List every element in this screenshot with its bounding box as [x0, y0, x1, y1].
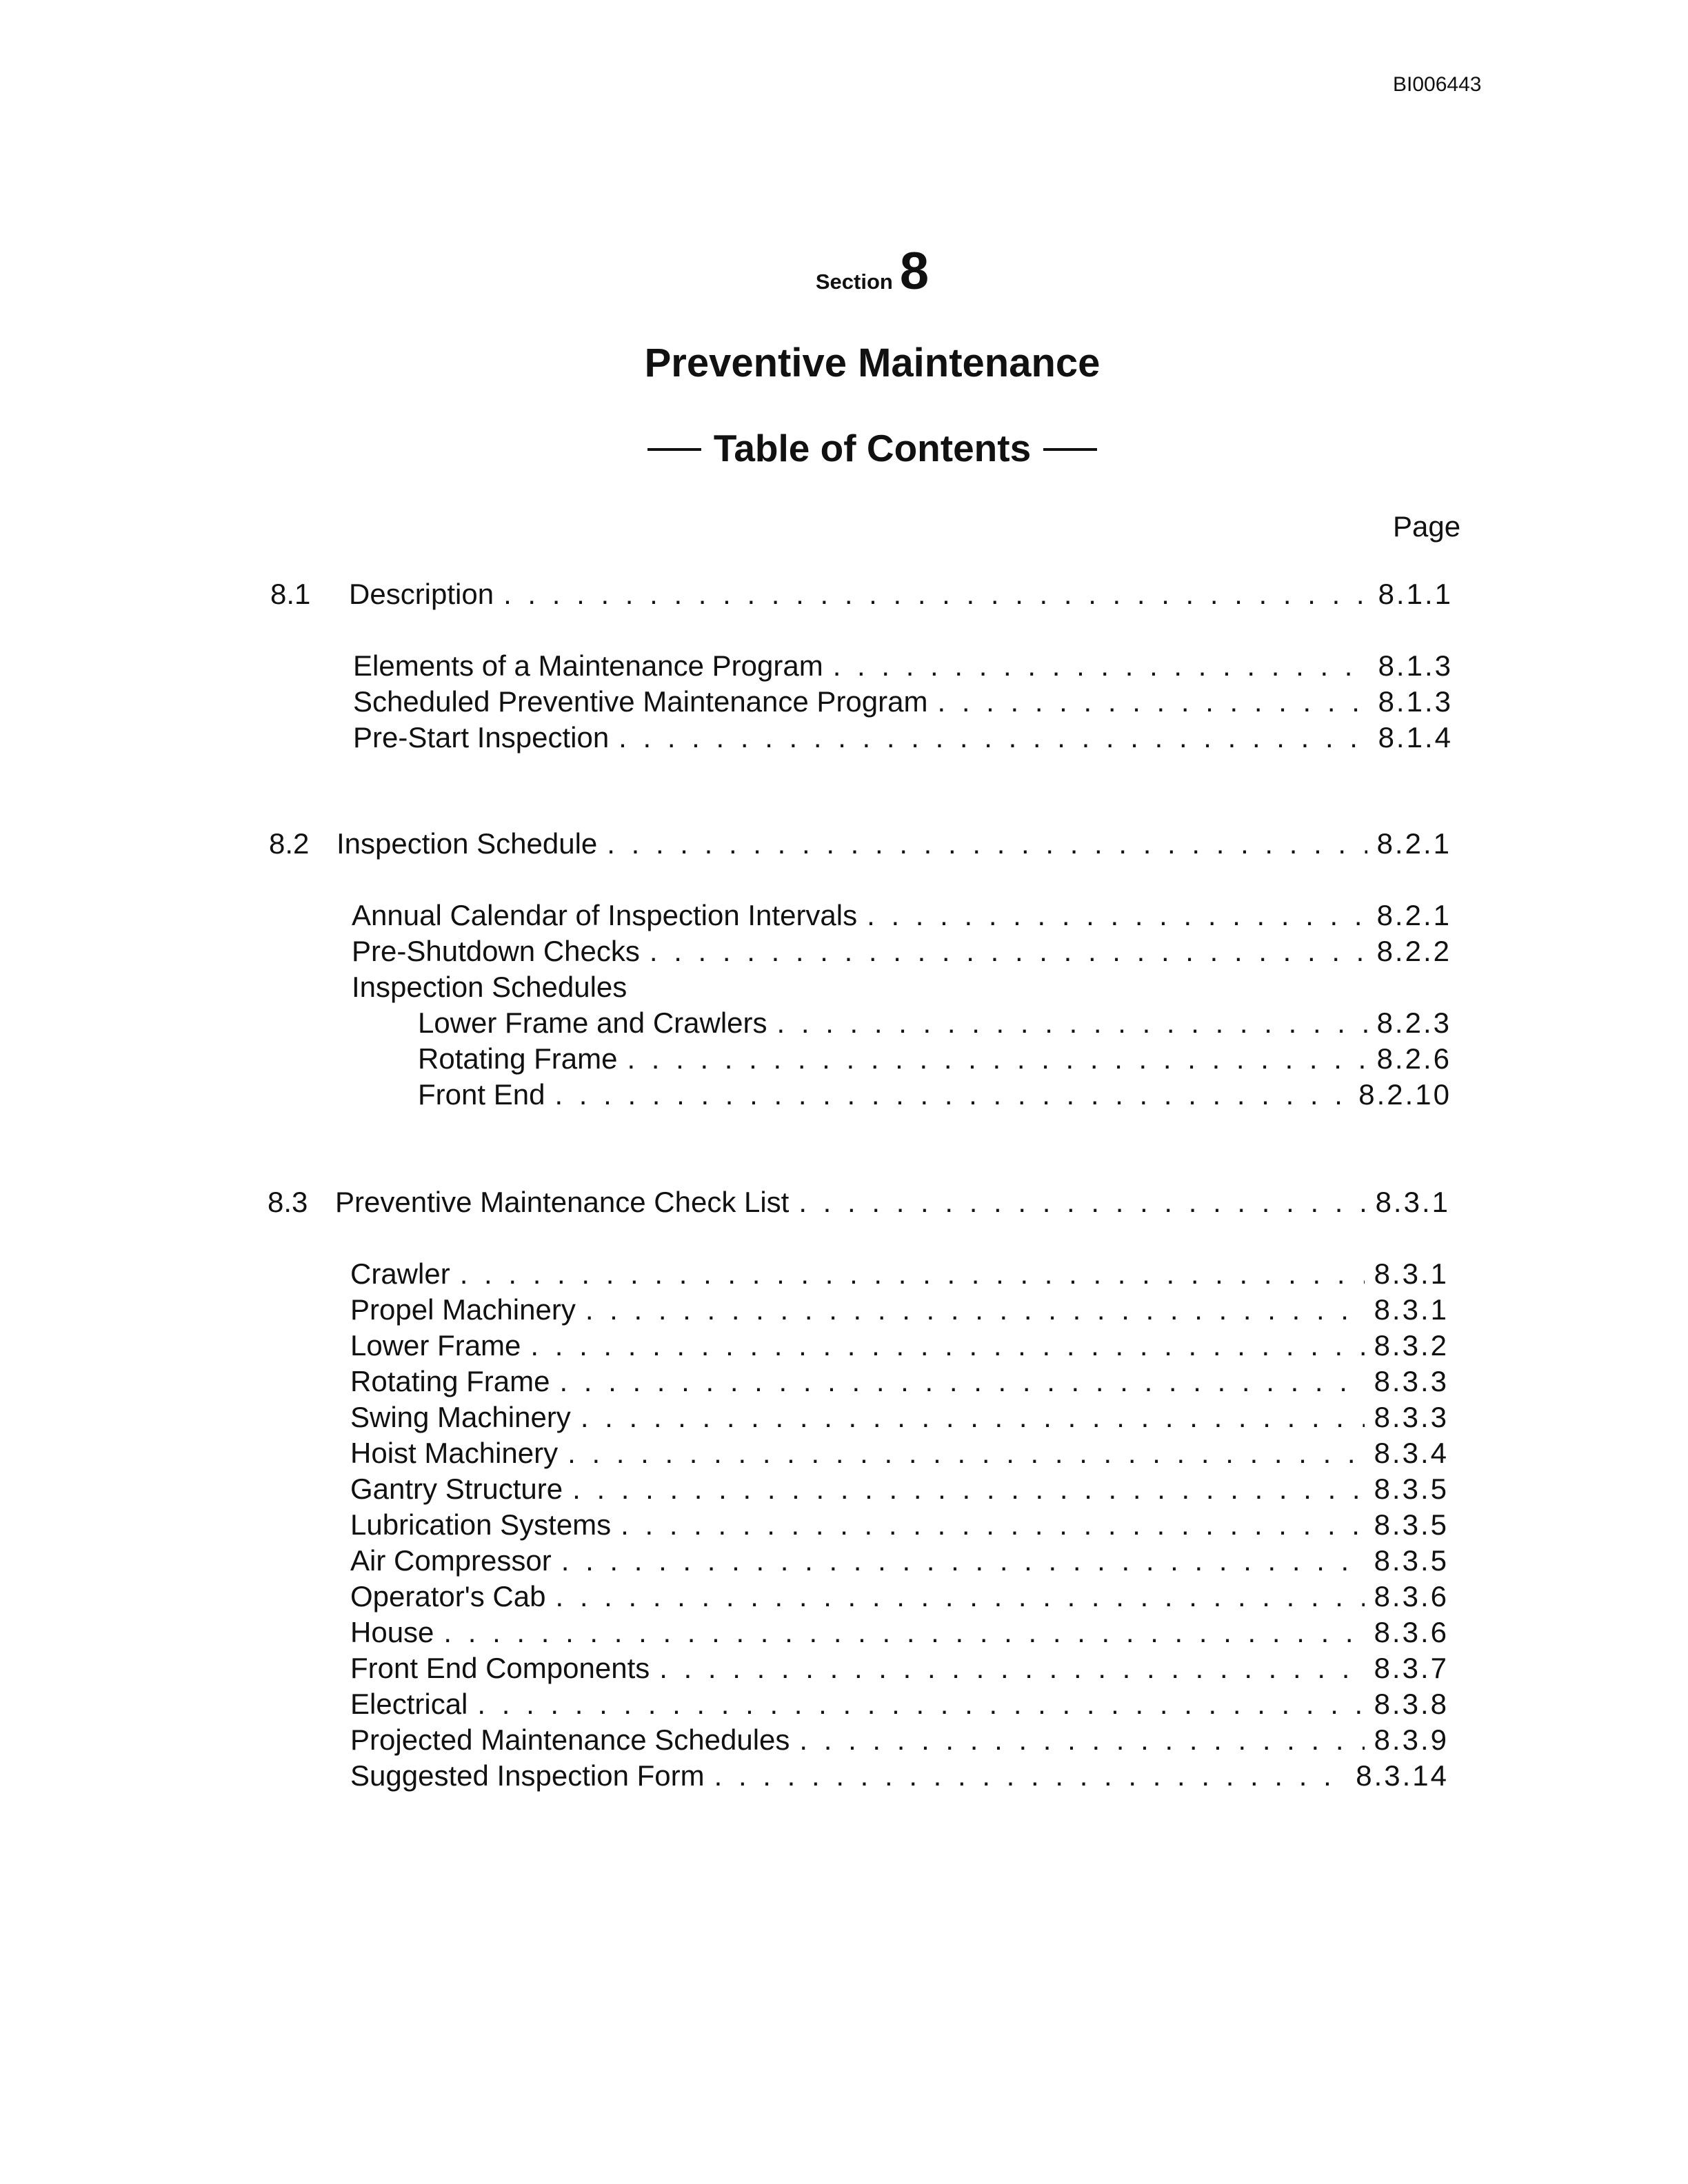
toc-page-number: 8.3.4	[1374, 1437, 1449, 1469]
toc-entry-title: Crawler	[350, 1257, 450, 1290]
toc-entry-title: Pre-Start Inspection	[353, 721, 610, 754]
toc-entry[interactable]	[353, 685, 1453, 721]
dot-leader	[937, 685, 1368, 718]
toc-page-number: 8.1.4	[1378, 721, 1453, 754]
toc-subentry[interactable]	[418, 1007, 1451, 1042]
dot-leader	[799, 1723, 1364, 1757]
toc-entry-title: Operator's Cab	[350, 1580, 546, 1612]
toc-page-number: 8.3.1	[1374, 1293, 1449, 1326]
toc-entry[interactable]	[350, 1508, 1449, 1544]
toc-page-number: 8.2.1	[1376, 899, 1451, 931]
toc-page-number: 8.3.6	[1374, 1616, 1449, 1648]
dot-leader	[607, 827, 1367, 860]
toc-page-number: 8.3.5	[1374, 1473, 1449, 1505]
toc-group-heading[interactable]	[352, 971, 1451, 1007]
page-column-header: Page	[1393, 510, 1461, 543]
section-label	[0, 241, 1688, 301]
dot-leader	[777, 1007, 1367, 1040]
toc-entry[interactable]	[352, 899, 1451, 935]
dot-leader	[567, 1437, 1364, 1470]
toc-entry[interactable]	[350, 1293, 1449, 1329]
toc-page-number: 8.3.1	[1375, 1186, 1450, 1218]
toc-entry-title: Lubrication Systems	[350, 1508, 612, 1541]
toc-page-number: 8.3.2	[1374, 1329, 1449, 1362]
toc-section-number: 8.2	[269, 827, 310, 860]
toc-page-number: 8.3.5	[1374, 1544, 1449, 1577]
toc-page-number: 8.3.8	[1374, 1688, 1449, 1720]
dot-leader	[650, 935, 1367, 968]
toc-entry[interactable]	[350, 1257, 1449, 1293]
toc-entry-title: Rotating Frame	[350, 1365, 550, 1397]
toc-entry-title: Inspection Schedules	[352, 971, 627, 1003]
toc-entry[interactable]	[350, 1759, 1449, 1795]
toc-entry[interactable]	[350, 1688, 1449, 1723]
toc-section-title: Description	[349, 578, 494, 610]
dot-leader	[798, 1186, 1365, 1219]
left-dash	[647, 448, 701, 451]
toc-entry-title: Scheduled Preventive Maintenance Program	[353, 685, 928, 718]
toc-entry[interactable]	[350, 1365, 1449, 1401]
toc-entry-title: Hoist Machinery	[350, 1437, 559, 1469]
dot-leader	[585, 1293, 1365, 1326]
toc-entry-title: Rotating Frame	[418, 1042, 618, 1075]
toc-entry-title: Lower Frame and Crawlers	[418, 1007, 767, 1039]
toc-subentry[interactable]	[418, 1042, 1451, 1078]
toc-page-number: 8.1.1	[1378, 578, 1453, 610]
section-word: Section	[815, 270, 893, 294]
dot-leader	[627, 1042, 1367, 1075]
toc-entry-title: Elements of a Maintenance Program	[353, 649, 823, 682]
toc-section-number: 8.1	[270, 578, 311, 610]
dot-leader	[443, 1616, 1364, 1649]
dot-leader	[561, 1544, 1365, 1577]
toc-entry-title: Annual Calendar of Inspection Intervals	[352, 899, 858, 931]
dot-leader	[503, 578, 1368, 611]
toc-subentry[interactable]	[418, 1078, 1451, 1114]
toc-page-number: 8.3.6	[1374, 1580, 1449, 1612]
dot-leader	[833, 649, 1369, 682]
dot-leader	[477, 1688, 1364, 1721]
toc-entry[interactable]	[350, 1329, 1449, 1365]
toc-page-number: 8.1.3	[1378, 685, 1453, 718]
dot-leader	[572, 1473, 1364, 1506]
toc-entry[interactable]	[352, 935, 1451, 971]
toc-page-number: 8.1.3	[1378, 649, 1453, 682]
toc-section-8-3[interactable]	[268, 1186, 1450, 1222]
toc-page-number: 8.3.5	[1374, 1508, 1449, 1541]
dot-leader	[555, 1580, 1364, 1613]
toc-entry-title: Front End	[418, 1078, 545, 1111]
right-dash	[1043, 448, 1097, 451]
toc-entry[interactable]	[350, 1437, 1449, 1473]
toc-subtitle	[0, 426, 1688, 470]
toc-entry-title: Air Compressor	[350, 1544, 552, 1577]
toc-page-number: 8.3.3	[1374, 1401, 1449, 1433]
toc-entry-title: Front End Components	[350, 1652, 650, 1684]
toc-entry-title: Propel Machinery	[350, 1293, 576, 1326]
toc-entry[interactable]	[353, 649, 1453, 685]
toc-entry-title: Suggested Inspection Form	[350, 1759, 705, 1792]
toc-entry[interactable]	[353, 721, 1453, 757]
document-id: BI006443	[1393, 73, 1482, 96]
toc-page-number: 8.2.10	[1358, 1078, 1451, 1111]
dot-leader	[530, 1329, 1364, 1362]
toc-entry[interactable]	[350, 1473, 1449, 1508]
toc-section-title: Inspection Schedule	[336, 827, 598, 860]
toc-entry-title: Lower Frame	[350, 1329, 521, 1362]
dot-leader	[581, 1401, 1365, 1434]
dot-leader	[659, 1652, 1364, 1685]
toc-section-number: 8.3	[268, 1186, 308, 1218]
toc-subtitle-text: Table of Contents	[713, 427, 1032, 469]
toc-entry-title: Pre-Shutdown Checks	[352, 935, 640, 967]
toc-section-title: Preventive Maintenance Check List	[335, 1186, 790, 1218]
toc-page-number: 8.2.3	[1376, 1007, 1451, 1039]
toc-page-number: 8.2.1	[1376, 827, 1451, 860]
page-title: Preventive Maintenance	[644, 341, 1101, 385]
dot-leader	[619, 721, 1368, 754]
toc-entry-title: Projected Maintenance Schedules	[350, 1723, 790, 1756]
dot-leader	[460, 1257, 1365, 1291]
toc-section-8-1[interactable]	[270, 578, 1453, 614]
toc-page-number: 8.2.2	[1376, 935, 1451, 967]
dot-leader	[621, 1508, 1364, 1541]
toc-entry[interactable]	[350, 1723, 1449, 1759]
toc-entry[interactable]	[350, 1401, 1449, 1437]
toc-page-number: 8.2.6	[1376, 1042, 1451, 1075]
dot-leader	[559, 1365, 1364, 1398]
toc-entry-title: Swing Machinery	[350, 1401, 571, 1433]
dot-leader	[867, 899, 1367, 932]
dot-leader	[554, 1078, 1349, 1111]
toc-entry-title: Electrical	[350, 1688, 468, 1720]
toc-page-number: 8.3.14	[1356, 1759, 1449, 1792]
toc-entry-title: House	[350, 1616, 434, 1648]
toc-entry-title: Gantry Structure	[350, 1473, 563, 1505]
toc-page-number: 8.3.7	[1374, 1652, 1449, 1684]
toc-entry[interactable]	[350, 1616, 1449, 1652]
toc-entry[interactable]	[350, 1580, 1449, 1616]
toc-page-number: 8.3.3	[1374, 1365, 1449, 1397]
toc-page-number: 8.3.9	[1374, 1723, 1449, 1756]
toc-page-number: 8.3.1	[1374, 1257, 1449, 1290]
toc-entry[interactable]	[350, 1544, 1449, 1580]
section-number: 8	[899, 242, 930, 301]
toc-section-8-2[interactable]	[269, 827, 1451, 863]
toc-entry[interactable]	[350, 1652, 1449, 1688]
dot-leader	[714, 1759, 1347, 1792]
